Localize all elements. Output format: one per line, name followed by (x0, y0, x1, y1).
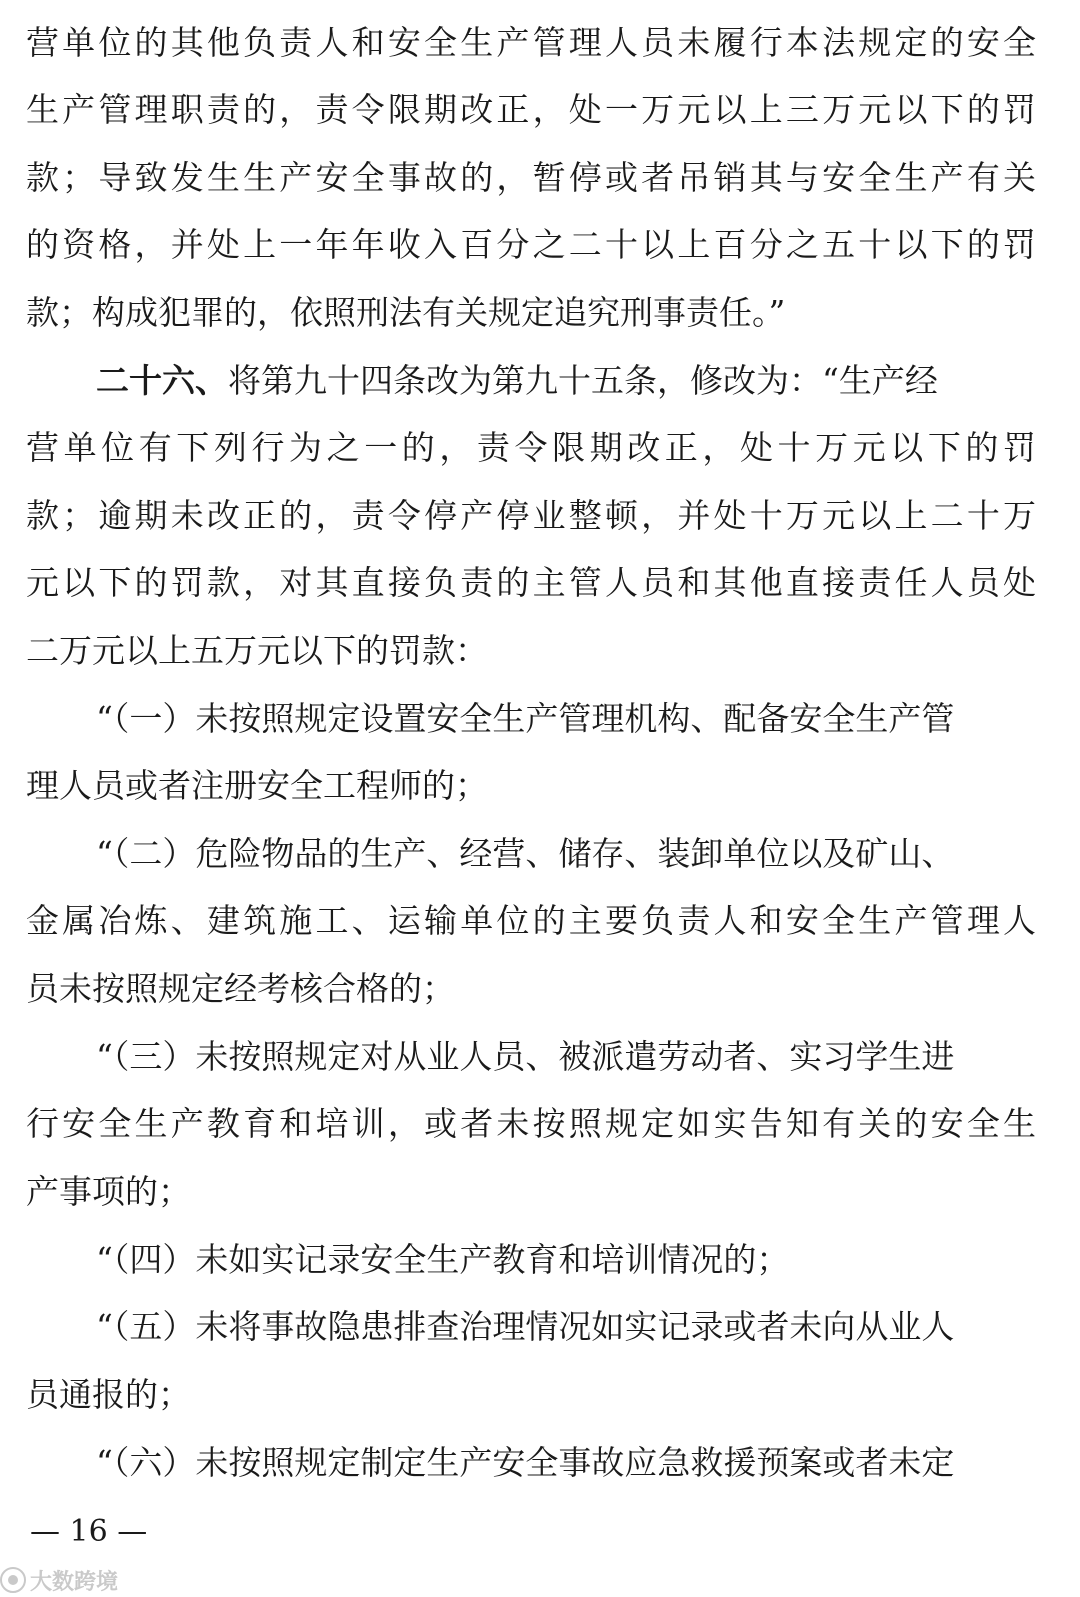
text-line: 员未按照规定经考核合格的； (26, 969, 455, 1008)
text-line: 款；导致发生生产安全事故的，暂停或者吊销其与安全生产有关 (26, 158, 1036, 197)
text-line: 营单位有下列行为之一的，责令限期改正，处十万元以下的罚 (26, 428, 1036, 467)
article-heading-line (96, 351, 1036, 411)
text-line: 款；构成犯罪的，依照刑法有关规定追究刑事责任。” (26, 293, 786, 332)
article-number: 二十六、 (96, 361, 228, 400)
page-number: — 16 — (30, 1514, 148, 1549)
text-line: 元以下的罚款，对其直接负责的主管人员和其他直接责任人员处 (26, 563, 1036, 602)
text-line: 金属冶炼、建筑施工、运输单位的主要负责人和安全生产管理人 (26, 901, 1036, 940)
text-line: 行安全生产教育和培训，或者未按照规定如实告知有关的安全生 (26, 1104, 1036, 1143)
list-item-line: “（三）未按照规定对从业人员、被派遣劳动者、实习学生进 (96, 1037, 955, 1076)
article-text: 将第九十四条改为第九十五条，修改为：“生产经 (228, 361, 938, 400)
list-item-line: “（二）危险物品的生产、经营、储存、装卸单位以及矿山、 (96, 834, 955, 873)
text-line: 生产管理职责的，责令限期改正，处一万元以上三万元以下的罚 (26, 90, 1036, 129)
watermark-logo-icon (0, 1567, 26, 1593)
text-line: 营单位的其他负责人和安全生产管理人员未履行本法规定的安全 (26, 23, 1036, 62)
text-line: 理人员或者注册安全工程师的； (26, 766, 488, 805)
watermark-text: 大数跨境 (30, 1569, 119, 1595)
text-line: 款；逾期未改正的，责令停产停业整顿，并处十万元以上二十万 (26, 496, 1036, 535)
list-item-line: “（一）未按照规定设置安全生产管理机构、配备安全生产管 (96, 699, 955, 738)
list-item-line: “（六）未按照规定制定生产安全事故应急救援预案或者未定 (96, 1443, 955, 1482)
list-item-line: “（四）未如实记录安全生产教育和培训情况的； (96, 1240, 790, 1279)
list-item-line: “（五）未将事故隐患排查治理情况如实记录或者未向从业人 (96, 1307, 955, 1346)
text-line: 员通报的； (26, 1375, 191, 1414)
text-line: 二万元以上五万元以下的罚款： (26, 631, 488, 670)
watermark (0, 1565, 118, 1595)
text-line: 产事项的； (26, 1172, 191, 1211)
text-line: 的资格，并处上一年年收入百分之二十以上百分之五十以下的罚 (26, 225, 1036, 264)
